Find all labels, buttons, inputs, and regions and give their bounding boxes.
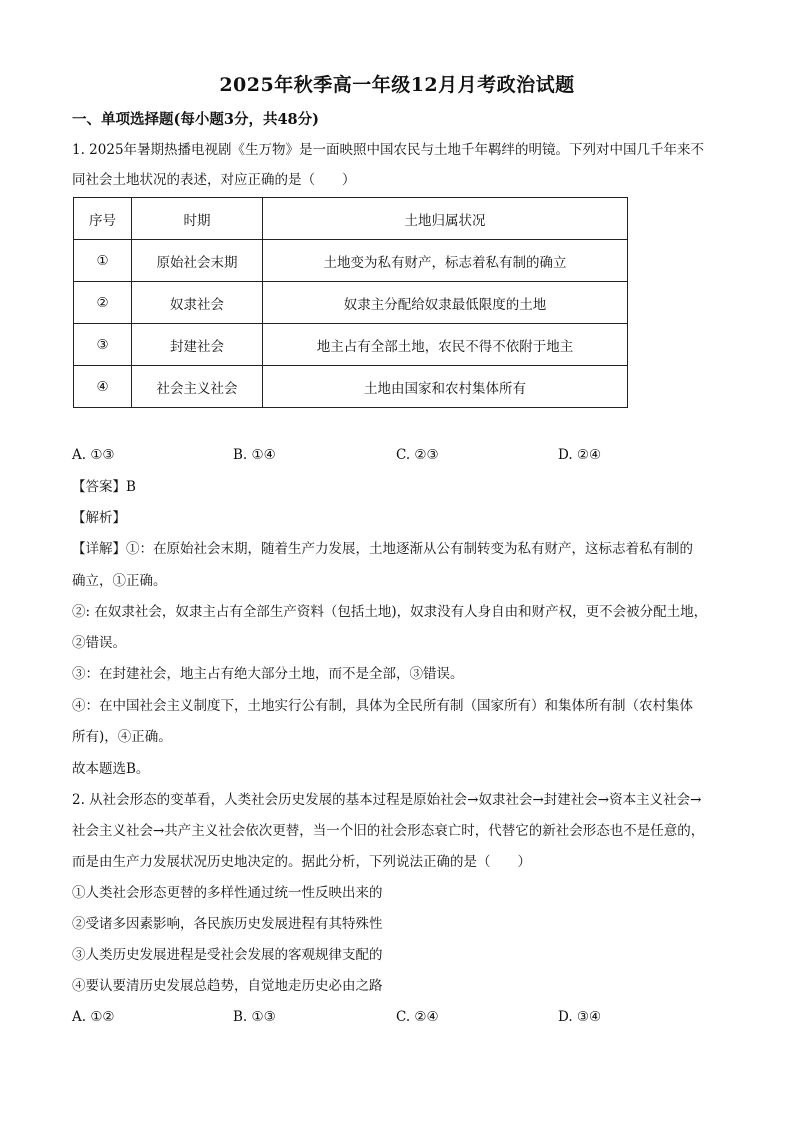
q1-analysis-line: ②错误。	[72, 635, 126, 651]
q1-analysis-line: ②: 在奴隶社会，奴隶主占有全部生产资料（包括土地)，奴隶没有人身自由和财产权，更不会被分配土地，	[72, 604, 708, 620]
q2-statement: ②受诸多因素影响，各民族历史发展进程有其特殊性	[72, 916, 383, 932]
table-header: 土地归属状况	[263, 198, 628, 240]
q1-land-table	[73, 197, 628, 408]
q2-statement: ④要认要清历史发展总趋势，自觉地走历史必由之路	[72, 978, 383, 994]
q1-stem-line-2: 同社会土地状况的表述，对应正确的是（ ）	[72, 172, 356, 188]
table-row	[74, 282, 628, 324]
q1-analysis-line: 确立，①正确。	[72, 573, 167, 589]
section-heading: 一、单项选择题(每小题3分，共48分)	[72, 111, 319, 128]
table-cell: 奴隶社会	[132, 282, 263, 324]
table-header: 序号	[74, 198, 132, 240]
q2-option-c[interactable]: C. ②④	[396, 1009, 439, 1025]
q1-analysis-line: 故本题选B。	[72, 761, 150, 777]
q1-option-c[interactable]: C. ②③	[396, 447, 439, 463]
q1-analysis-label: 【解析】	[72, 510, 126, 526]
q2-statement: ①人类社会形态更替的多样性通过统一性反映出来的	[72, 885, 383, 901]
table-cell: ①	[74, 240, 132, 282]
q1-answer: 【答案】B	[72, 479, 136, 495]
table-cell: 原始社会末期	[132, 240, 263, 282]
table-cell: 土地变为私有财产，标志着私有制的确立	[263, 240, 628, 282]
q2-option-b[interactable]: B. ①③	[233, 1009, 276, 1025]
table-cell: ②	[74, 282, 132, 324]
table-row	[74, 240, 628, 282]
q1-option-b[interactable]: B. ①④	[233, 447, 276, 463]
q2-option-d[interactable]: D. ③④	[558, 1009, 602, 1025]
q1-analysis-line: ③：在封建社会，地主占有绝大部分土地，而不是全部，③错误。	[72, 666, 464, 682]
table-cell: ③	[74, 324, 132, 366]
table-cell: ④	[74, 366, 132, 408]
q2-stem-line: 2. 从社会形态的变革看，人类社会历史发展的基本过程是原始社会→奴隶社会→封建社会→资本主义社会→	[72, 792, 702, 808]
q1-option-a[interactable]: A. ①③	[72, 447, 115, 463]
q2-option-a[interactable]: A. ①②	[72, 1009, 115, 1025]
table-cell: 地主占有全部土地，农民不得不依附于地主	[263, 324, 628, 366]
q2-stem-line: 而是由生产力发展状况历史地决定的。据此分析，下列说法正确的是（ ）	[72, 854, 531, 870]
table-cell: 封建社会	[132, 324, 263, 366]
table-cell: 土地由国家和农村集体所有	[263, 366, 628, 408]
q1-stem-line-1: 1. 2025年暑期热播电视剧《生万物》是一面映照中国农民与土地千年羁绊的明镜。下列对中国几千年来不	[72, 142, 705, 158]
table-cell: 社会主义社会	[132, 366, 263, 408]
table-row	[74, 324, 628, 366]
q2-statement: ③人类历史发展进程是受社会发展的客观规律支配的	[72, 947, 383, 963]
q2-stem-line: 社会主义社会→共产主义社会依次更替，当一个旧的社会形态衰亡时，代替它的新社会形态也不是任意的，	[72, 823, 705, 839]
table-cell: 奴隶主分配给奴隶最低限度的土地	[263, 282, 628, 324]
table-header: 时期	[132, 198, 263, 240]
page-title: 2025年秋季高一年级12月月考政治试题	[219, 74, 575, 96]
q1-analysis-line: ④：在中国社会主义制度下，土地实行公有制，具体为全民所有制（国家所有）和集体所有制（农村集体	[72, 698, 693, 714]
q1-analysis-line: 【详解】①：在原始社会末期，随着生产力发展，土地逐渐从公有制转变为私有财产，这标志着私有制的	[72, 541, 693, 557]
table-row	[74, 366, 628, 408]
q1-analysis-line: 所有)，④正确。	[72, 729, 172, 745]
table-header-row	[74, 198, 628, 240]
q1-option-d[interactable]: D. ②④	[558, 447, 602, 463]
